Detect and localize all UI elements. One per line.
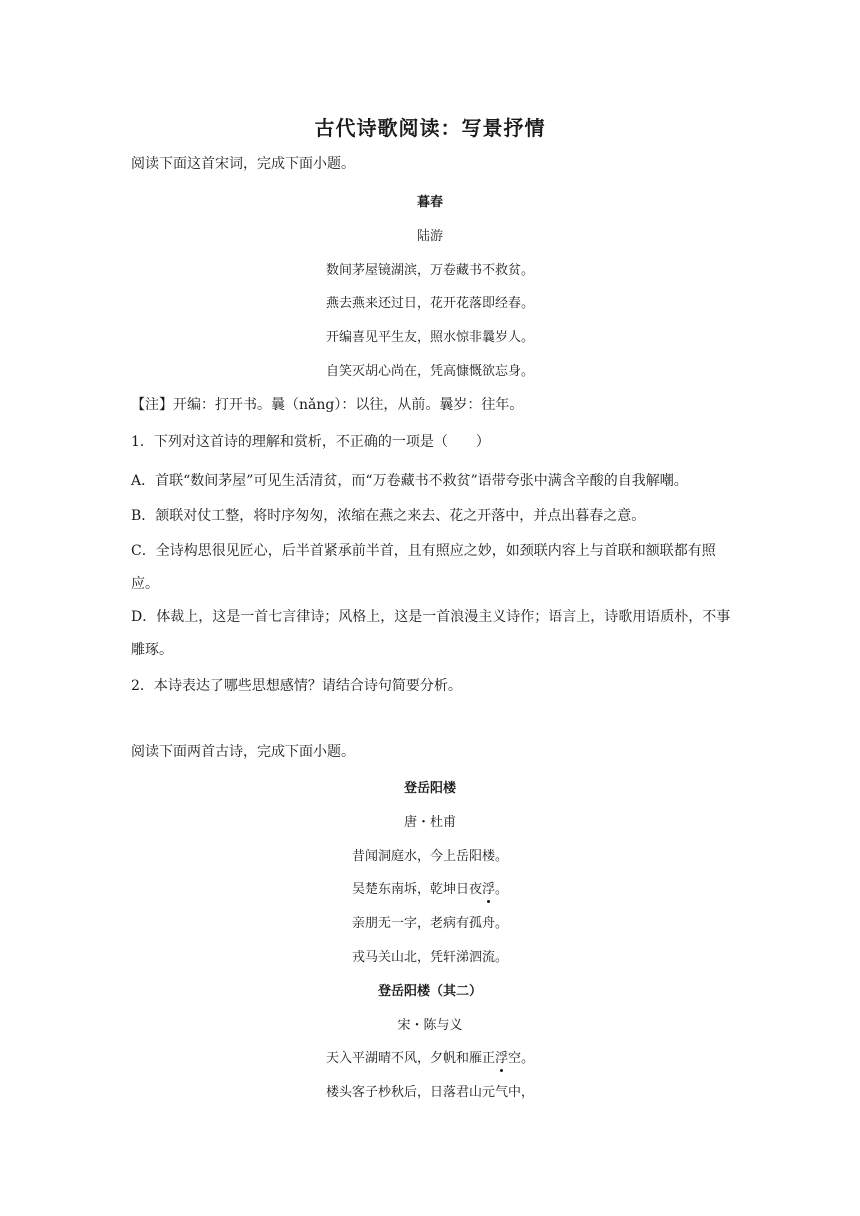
emphasized-character: 浮 <box>482 878 495 897</box>
poem-author-chenyuyi: 宋・陈与义 <box>397 1018 463 1033</box>
poem-line-text: 空。 <box>508 1051 535 1066</box>
poem-line: 开编喜见平生友，照水惊非曩岁人。 <box>325 330 534 345</box>
poem-line: 戎马关山北，凭轩涕泗流。 <box>351 950 508 965</box>
poem-line: 亲朋无一字，老病有孤舟。 <box>351 916 508 931</box>
section1-intro: 阅读下面这首宋词，完成下面小题。 <box>131 156 355 172</box>
poem-line: 昔闻洞庭水，今上岳阳楼。 <box>351 849 508 864</box>
poem-line-text: 吴楚东南坼，乾坤日夜 <box>351 882 482 897</box>
poem-line-text: 天入平湖晴不风，夕帆和雁正 <box>325 1051 495 1066</box>
option-d: D．体裁上，这是一首七言律诗；风格上，这是一首浪漫主义诗作；语言上，诗歌用语质朴，不事雕琢。 <box>131 609 731 658</box>
annotation-note: 【注】开编：打开书。曩（nǎng）：以往，从前。曩岁：往年。 <box>131 397 524 413</box>
question-1: 1．下列对这首诗的理解和赏析，不正确的一项是（ ） <box>131 434 490 450</box>
poem-author-luyou: 陆游 <box>416 229 443 244</box>
question-2: 2．本诗表达了哪些思想感情？请结合诗句简要分析。 <box>131 678 462 694</box>
poem-line: 数间茅屋镜湖滨，万卷藏书不救贫。 <box>325 263 534 278</box>
poem-line <box>0 878 860 897</box>
poem-line: 楼头客子杪秋后，日落君山元气中， <box>325 1085 534 1100</box>
poem-line-text: 。 <box>495 882 509 897</box>
poem-author-dufu: 唐・杜甫 <box>403 815 456 830</box>
poem-line: 自笑灭胡心尚在，凭高慷慨欲忘身。 <box>325 364 534 379</box>
poem-line <box>0 1047 860 1066</box>
option-a: A．首联“数间茅屋”可见生活清贫，而“万卷藏书不救贫”语带夸张中满含辛酸的自我解嘲。 <box>131 473 688 489</box>
poem-line: 燕去燕来还过日，花开花落即经春。 <box>325 296 534 311</box>
emphasized-character: 浮 <box>495 1047 508 1066</box>
page-title: 古代诗歌阅读：写景抒情 <box>314 116 546 140</box>
option-c: C．全诗构思很见匠心，后半首紧承前半首，且有照应之妙，如颈联内容上与首联和额联都有照应。 <box>131 543 716 592</box>
poem-title-dengyueyanglou-2: 登岳阳楼（其二） <box>377 984 482 999</box>
option-b: B．颔联对仗工整，将时序匆匆，浓缩在燕之来去、花之开落中，并点出暮春之意。 <box>131 508 646 524</box>
poem-title-dengyueyanglou: 登岳阳楼 <box>403 781 456 796</box>
section2-intro: 阅读下面两首古诗，完成下面小题。 <box>131 744 355 760</box>
poem-title-muchun: 暮春 <box>416 195 443 210</box>
